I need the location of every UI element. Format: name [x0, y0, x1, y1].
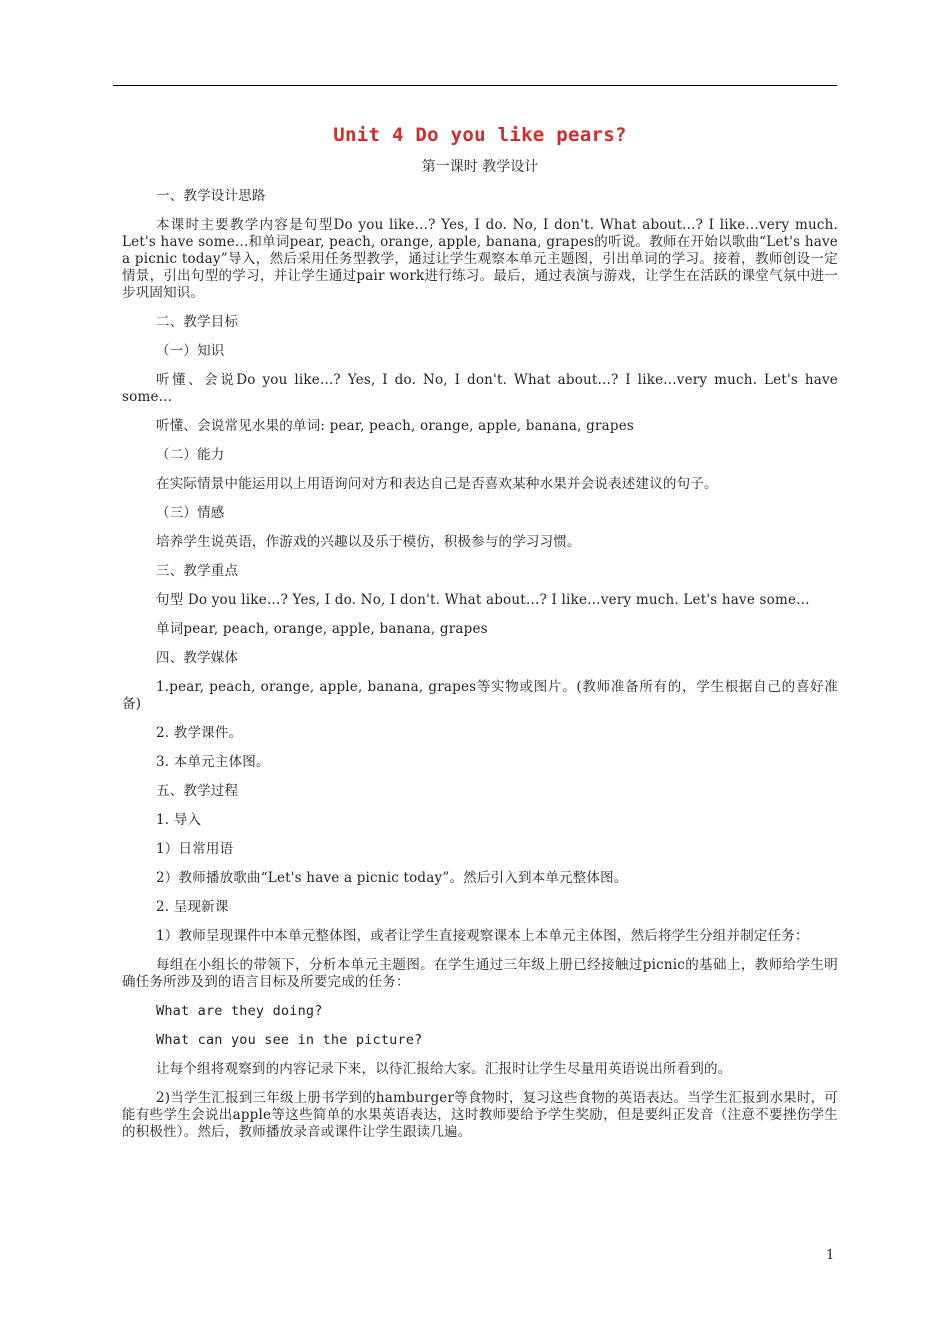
- paragraph-key-words: 单词pear, peach, orange, apple, banana, grapes: [156, 621, 488, 637]
- paragraph-group-task: 每组在小组长的带领下，分析本单元主题图。在学生通过三年级上册已经接触过picnic的基础上，教师给学生明确任务所涉及到的语言目标及所要完成的任务：: [122, 957, 838, 990]
- process-step-2: 2. 呈现新课: [156, 899, 229, 915]
- document-body: [122, 124, 838, 1153]
- page-number: 1: [826, 1248, 835, 1263]
- question-line-1: What are they doing?: [156, 1003, 323, 1019]
- section-heading-2: 二、教学目标: [156, 314, 239, 330]
- media-item-3: 3. 本单元主体图。: [156, 754, 270, 770]
- header-rule: [113, 85, 837, 86]
- question-line-2: What can you see in the picture?: [156, 1032, 423, 1048]
- section-heading-5: 五、教学过程: [156, 783, 239, 799]
- process-step-1: 1. 导入: [156, 812, 202, 828]
- media-item-1: 1.pear, peach, orange, apple, banana, grapes等实物或图片。(教师准备所有的，学生根据自己的喜好准备): [122, 679, 838, 712]
- subheading-ability: （二）能力: [156, 447, 225, 463]
- paragraph-knowledge-words: 听懂、会说常见水果的单词: pear, peach, orange, apple, banana, grapes: [156, 418, 635, 434]
- paragraph-knowledge-sentences: 听懂、会说Do you like...? Yes, I do. No, I don't. What about...? I like...very much. Let's have some...: [122, 372, 838, 405]
- paragraph-report: 让每个组将观察到的内容记录下来，以待汇报给大家。汇报时让学生尽量用英语说出所看到的。: [156, 1061, 732, 1077]
- process-step-2-1: 1）教师呈现课件中本单元整体图，或者让学生直接观察课本上本单元主体图，然后将学生分组并制定任务：: [156, 928, 809, 944]
- section-heading-1: 一、教学设计思路: [156, 188, 266, 204]
- section-heading-3: 三、教学重点: [156, 563, 239, 579]
- process-step-1-1: 1）日常用语: [156, 841, 234, 857]
- paragraph-key-sentences: 句型 Do you like…? Yes, I do. No, I don't. What about…? I like…very much. Let's have some…: [156, 592, 810, 608]
- paragraph-design-idea: 本课时主要教学内容是句型Do you like...? Yes, I do. No, I don't. What about...? I like...very much. Let's have some...和单词pear, peach, orange, apple, banana, grapes的听说。教师在开始以歌曲“Let's have a picnic today”导入，然后采用任务型教学，通过让学生观察本单元主题图，引出单词的学习。接着，教师创设一定情景，引出句型的学习，并让学生通过pair work进行练习。最后，通过表演与游戏，让学生在活跃的课堂气氛中进一步巩固知识。: [122, 217, 838, 301]
- subheading-emotion: （三）情感: [156, 505, 225, 521]
- media-item-2: 2. 教学课件。: [156, 725, 243, 741]
- process-step-1-2: 2）教师播放歌曲“Let's have a picnic today”。然后引入到本单元整体图。: [156, 870, 628, 886]
- subheading-knowledge: （一）知识: [156, 343, 225, 359]
- paragraph-ability: 在实际情景中能运用以上用语询问对方和表达自己是否喜欢某种水果并会说表述建议的句子。: [156, 476, 718, 492]
- process-step-2-2: 2)当学生汇报到三年级上册书学到的hamburger等食物时，复习这些食物的英语表达。当学生汇报到水果时，可能有些学生会说出apple等这些简单的水果英语表达，这时教师要给予学生奖励，但是要纠正发音（注意不要挫伤学生的积极性）。然后，教师播放录音或课件让学生跟读几遍。: [122, 1090, 838, 1140]
- paragraph-emotion: 培养学生说英语，作游戏的兴趣以及乐于模仿，积极参与的学习习惯。: [156, 534, 581, 550]
- section-heading-4: 四、教学媒体: [156, 650, 239, 666]
- document-subtitle: 第一课时 教学设计: [421, 159, 539, 175]
- document-title: Unit 4 Do you like pears?: [333, 124, 627, 146]
